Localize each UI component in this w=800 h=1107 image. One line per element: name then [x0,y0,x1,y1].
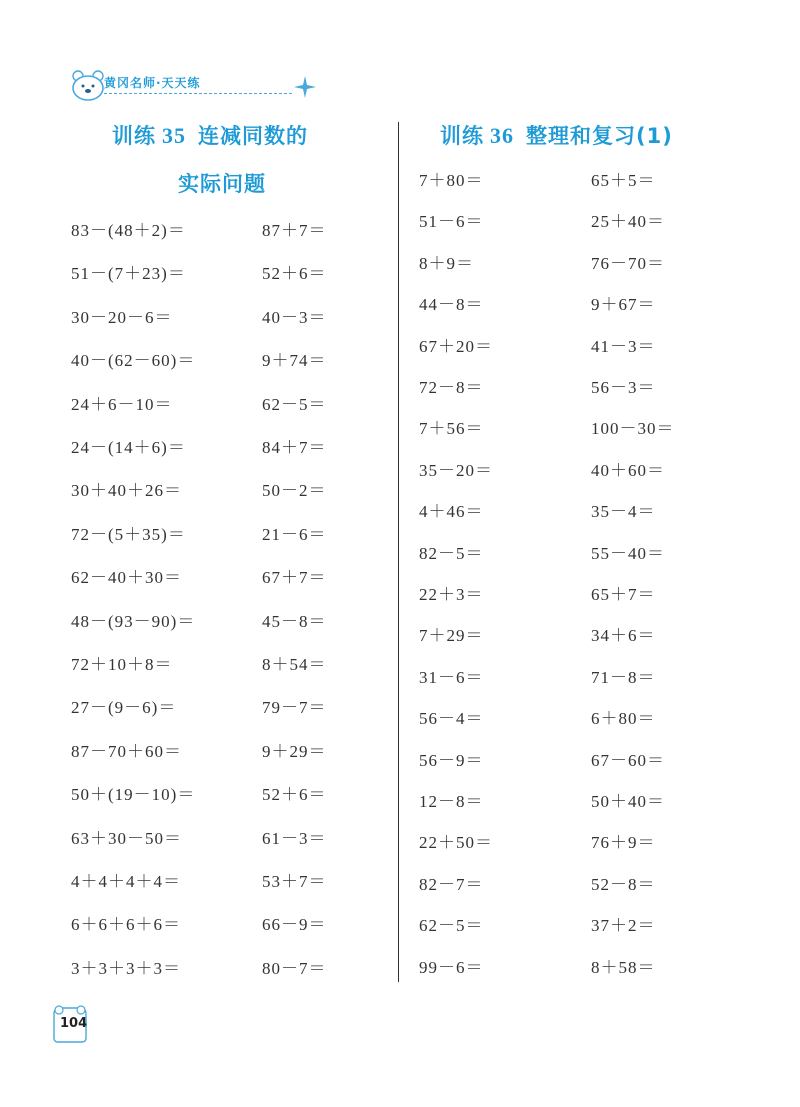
problem-item: 72－(5＋35)＝ [71,524,186,544]
problem-item: 53＋7＝ [262,872,327,891]
problem-item: 80－7＝ [262,958,327,978]
problem-item: 22＋50＝ [419,833,493,853]
problem-item: 9＋29＝ [262,741,327,761]
problem-item: 4＋46＝ [419,502,484,522]
problem-item: 9＋74＝ [262,351,327,371]
problem-item: 65＋7＝ [591,585,656,604]
problem-item: 56－3＝ [591,378,656,397]
problem-item: 87－70＋60＝ [71,741,182,761]
problem-item: 22＋3＝ [419,585,484,604]
problem-item: 76－70＝ [591,253,665,273]
polar-bear-icon [70,68,106,102]
title-text: 整理和复习(1) [526,124,673,148]
column-divider [398,122,399,982]
problem-item: 62－40＋30＝ [71,568,182,588]
problem-item: 50＋(19－10)＝ [71,785,196,805]
problem-item: 62－5＝ [419,916,484,936]
problem-item: 56－9＝ [419,750,484,770]
problem-item: 45－8＝ [262,611,327,631]
problem-item: 41－3＝ [591,336,656,356]
problem-item: 100－30＝ [591,419,675,439]
title-prefix: 训练 [112,124,156,148]
problem-item: 79－7＝ [262,698,327,718]
problem-item: 37＋2＝ [591,916,656,936]
problem-item: 40－3＝ [262,307,327,327]
problem-item: 35－4＝ [591,502,656,522]
problem-item: 67－60＝ [591,750,665,770]
problem-item: 84＋7＝ [262,438,327,457]
problem-item: 6＋6＋6＋6＝ [71,915,181,935]
problem-item: 4＋4＋4＋4＝ [71,872,181,891]
brand-banner [70,66,260,106]
problem-item: 50－2＝ [262,481,327,501]
problem-item: 7＋29＝ [419,626,484,646]
sparkle-icon [294,76,316,98]
problem-item: 27－(9－6)＝ [71,698,177,718]
problem-item: 72－8＝ [419,378,484,397]
problem-item: 6＋80＝ [591,709,656,729]
exercise-35-title [112,120,308,150]
problem-item: 61－3＝ [262,828,327,848]
exercise-36-title [440,120,673,150]
problem-item: 44－8＝ [419,295,484,315]
brand-text: 黄冈名师·天天练 [104,76,201,90]
problem-item: 56－4＝ [419,709,484,729]
problem-item: 34＋6＝ [591,626,656,646]
problem-item: 67＋7＝ [262,568,327,588]
problem-item: 7＋80＝ [419,171,484,190]
problem-item: 7＋56＝ [419,419,484,439]
problem-item: 21－6＝ [262,524,327,544]
problem-item: 8＋58＝ [591,957,656,977]
problem-item: 35－20＝ [419,460,493,480]
problem-item: 67＋20＝ [419,336,493,356]
problem-item: 31－6＝ [419,667,484,687]
problem-item: 30＋40＋26＝ [71,481,182,501]
problem-item: 50＋40＝ [591,792,665,811]
problem-item: 99－6＝ [419,957,484,977]
problem-item: 52－8＝ [591,874,656,894]
problem-item: 51－(7＋23)＝ [71,264,186,284]
problem-item: 48－(93－90)＝ [71,611,196,631]
problem-item: 66－9＝ [262,915,327,935]
problem-item: 24＋6－10＝ [71,394,173,414]
problem-item: 40＋60＝ [591,460,665,480]
problem-item: 9＋67＝ [591,295,656,315]
problem-item: 87＋7＝ [262,221,327,240]
exercise-35-title-line2: 实际问题 [178,172,266,196]
problem-item: 65＋5＝ [591,171,656,190]
problem-item: 3＋3＋3＋3＝ [71,958,181,978]
problem-item: 62－5＝ [262,394,327,414]
brand-underline [104,93,292,95]
problem-item: 71－8＝ [591,667,656,687]
problem-item: 30－20－6＝ [71,307,173,327]
problem-item: 52＋6＝ [262,264,327,284]
problem-item: 8＋54＝ [262,655,327,674]
problem-item: 76＋9＝ [591,833,656,853]
problem-item: 51－6＝ [419,212,484,232]
title-number: 35 [162,123,186,148]
title-number: 36 [490,123,514,148]
problem-item: 8＋9＝ [419,253,474,273]
problem-item: 55－40＝ [591,543,665,563]
problem-item: 82－5＝ [419,543,484,563]
problem-item: 40－(62－60)＝ [71,351,196,371]
title-text: 连减同数的 [198,124,308,148]
problem-item: 72＋10＋8＝ [71,655,173,674]
page-number: 104 [60,1016,88,1031]
problem-item: 63＋30－50＝ [71,828,182,848]
problem-item: 52＋6＝ [262,785,327,805]
problem-item: 83－(48＋2)＝ [71,221,186,240]
problem-item: 25＋40＝ [591,212,665,232]
problem-item: 24－(14＋6)＝ [71,438,186,457]
problem-item: 12－8＝ [419,792,484,811]
title-prefix: 训练 [440,124,484,148]
problem-item: 82－7＝ [419,874,484,894]
